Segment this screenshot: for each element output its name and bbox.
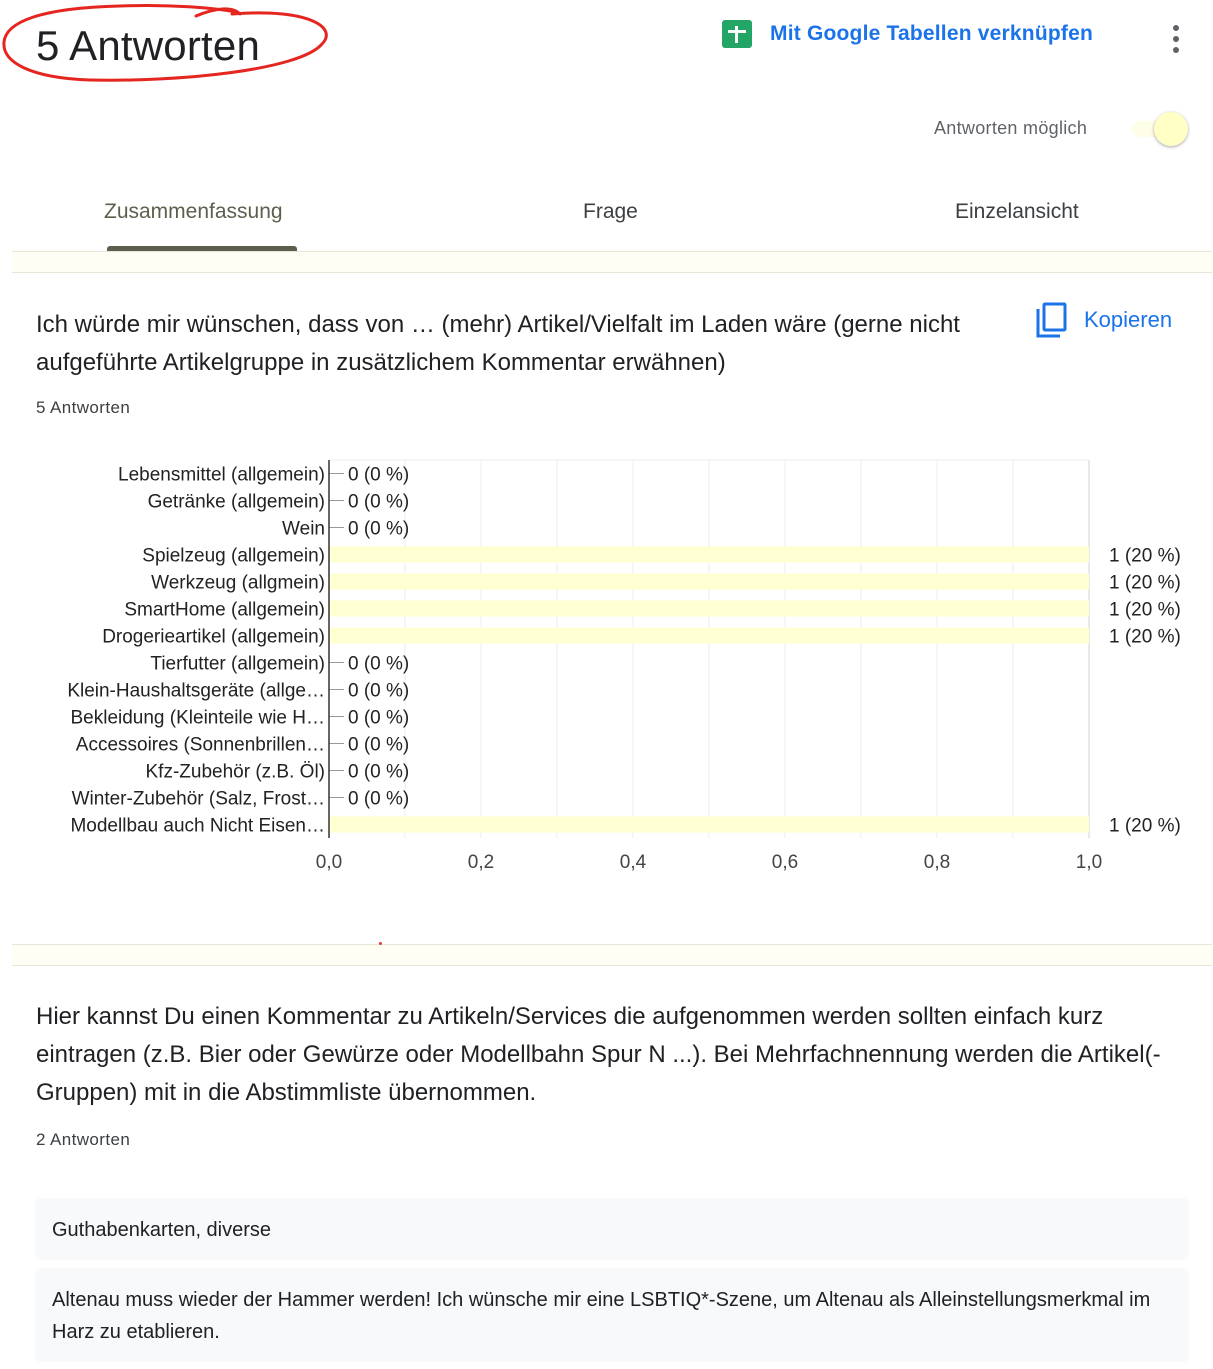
category-label: Tierfutter (allgemein) [150, 653, 325, 675]
bar [329, 817, 1089, 833]
category-label: Winter-Zubehör (Salz, Frost… [71, 788, 325, 810]
value-label: 1 (20 %) [1109, 815, 1181, 837]
question-2-response-count: 2 Antworten [36, 1130, 131, 1149]
bar [329, 628, 1089, 644]
tab-summary[interactable]: Zusammenfassung [104, 200, 283, 223]
x-tick-label: 0,4 [619, 852, 647, 873]
x-tick-label: 0,8 [923, 852, 951, 873]
category-label: Lebensmittel (allgemein) [118, 464, 325, 486]
value-label: 0 (0 %) [348, 734, 410, 756]
category-label: Getränke (allgemein) [147, 491, 325, 513]
question-1-bar-chart [0, 440, 1213, 890]
value-label: 1 (20 %) [1109, 599, 1181, 621]
value-label: 0 (0 %) [348, 680, 410, 702]
bar [329, 601, 1089, 617]
value-label: 0 (0 %) [348, 464, 410, 486]
more-vert-icon [1173, 25, 1179, 31]
bar [329, 547, 1089, 563]
google-sheets-icon [722, 20, 752, 48]
category-label: Accessoires (Sonnenbrillen… [75, 734, 325, 756]
category-label: Kfz-Zubehör (z.B. Öl) [145, 761, 325, 783]
value-label: 0 (0 %) [348, 761, 410, 783]
question-2-title: Hier kannst Du einen Kommentar zu Artikeln/Services die aufgenommen werden sollten einfach kurz eintragen (z.B. Bier oder Gewürze oder Modellbahn Spur N ...). Bei Mehrfachnennung werden die Artikel(-Gruppen) mit in die Abstimmliste übernommen. [36, 1003, 1161, 1106]
x-tick-label: 1,0 [1075, 852, 1103, 873]
stray-red-dot [379, 942, 382, 945]
category-label: Bekleidung (Kleinteile wie H… [70, 707, 325, 729]
copy-chart-button[interactable] [1034, 302, 1172, 338]
section-divider [12, 944, 1212, 966]
value-label: 0 (0 %) [348, 518, 410, 540]
x-tick-label: 0,2 [467, 852, 495, 873]
response-count-title: 5 Antworten [36, 22, 261, 69]
x-tick-label: 0,6 [771, 852, 799, 873]
value-label: 0 (0 %) [348, 707, 410, 729]
copy-label: Kopieren [1084, 307, 1173, 332]
toggle-knob [1154, 112, 1188, 146]
accepting-responses-label: Antworten möglich [934, 118, 1088, 138]
category-label: Modellbau auch Nicht Eisen… [70, 815, 325, 837]
text-answer: Guthabenkarten, diverse [35, 1198, 1189, 1260]
question-1-title: Ich würde mir wünschen, dass von … (mehr) Artikel/Vielfalt im Laden wäre (gerne nicht aufgeführte Artikelgruppe in zusätzlichem Kommentar erwähnen) [36, 311, 960, 376]
category-label: Wein [282, 518, 325, 540]
more-options-button[interactable] [1162, 22, 1190, 56]
category-label: Drogerieartikel (allgemein) [102, 626, 325, 648]
section-divider [12, 251, 1212, 273]
accepting-responses-toggle[interactable] [1128, 112, 1192, 146]
value-label: 1 (20 %) [1109, 572, 1181, 594]
bar [329, 574, 1089, 590]
category-label: Spielzeug (allgemein) [142, 545, 325, 567]
tab-question[interactable]: Frage [583, 200, 638, 223]
value-label: 1 (20 %) [1109, 626, 1181, 648]
link-sheets-button[interactable] [722, 20, 1093, 48]
value-label: 0 (0 %) [348, 653, 410, 675]
tab-individual[interactable]: Einzelansicht [955, 200, 1079, 223]
category-label: Werkzeug (allgmein) [151, 572, 325, 594]
x-tick-label: 0,0 [315, 852, 343, 873]
category-label: SmartHome (allgemein) [124, 599, 325, 621]
value-label: 0 (0 %) [348, 491, 410, 513]
link-sheets-label: Mit Google Tabellen verknüpfen [770, 22, 1093, 45]
value-label: 0 (0 %) [348, 788, 410, 810]
copy-icon [1034, 302, 1068, 338]
category-label: Klein-Haushaltsgeräte (allge… [67, 680, 325, 702]
question-1-response-count: 5 Antworten [36, 398, 131, 417]
value-label: 1 (20 %) [1109, 545, 1181, 567]
text-answer: Altenau muss wieder der Hammer werden! Ich wünsche mir eine LSBTIQ*-Szene, um Altenau als Alleinstellungsmerkmal im Harz zu etablieren. [35, 1268, 1189, 1362]
